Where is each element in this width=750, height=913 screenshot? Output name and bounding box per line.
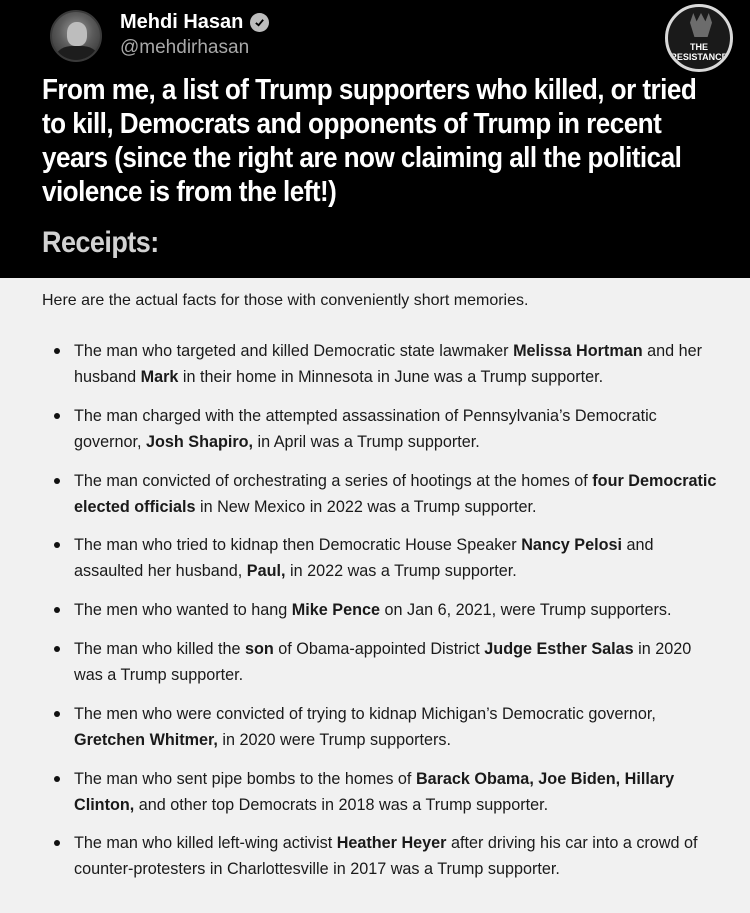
list-item <box>52 338 722 390</box>
list-item-emphasis: son <box>244 639 274 658</box>
list-item-text: after driving his car into a crowd of counter-protesters in Charlottesville in 2017 was a Trump supporter. <box>74 834 698 879</box>
list-item-text: in 2020 were Trump supporters. <box>217 730 451 749</box>
list-item-text: of Obama-appointed District <box>273 639 485 658</box>
tweet-headline: From me, a list of Trump supporters who killed, or tried to kill, Democrats and opponents of Trump in recent years (since the right are now claiming all the political violence is from the left!) <box>42 74 697 208</box>
list-item-emphasis: Barack Obama, Joe Biden, Hillary Clinton, <box>74 769 675 814</box>
author-name-row <box>120 11 269 34</box>
list-item <box>52 830 722 882</box>
list-item-emphasis: Judge Esther Salas <box>484 639 634 658</box>
list-item-text: in April was a Trump supporter. <box>253 432 480 451</box>
list-item-text: The man who killed the <box>74 639 245 658</box>
list-item-text: The man who targeted and killed Democratic state lawmaker <box>74 342 514 360</box>
list-item-emphasis: Mike Pence <box>291 601 380 620</box>
tweet-header <box>0 0 750 278</box>
list-item-text: The men who were convicted of trying to kidnap Michigan’s Democratic governor, <box>74 704 656 723</box>
list-item-emphasis: Heather Heyer <box>336 834 447 853</box>
avatar-face <box>67 22 87 46</box>
receipts-label: Receipts: <box>42 226 159 259</box>
facts-list <box>52 338 722 895</box>
list-item-emphasis: four Democratic elected officials <box>74 471 717 516</box>
list-item-text: and assaulted her husband, <box>74 536 654 581</box>
list-item <box>52 468 722 520</box>
list-item <box>52 766 722 818</box>
list-item-emphasis: Mark <box>140 368 179 386</box>
verified-check-icon <box>250 13 269 32</box>
avatar[interactable] <box>50 10 102 62</box>
list-item-emphasis: Melissa Hortman <box>513 342 643 360</box>
list-item-emphasis: Nancy Pelosi <box>521 536 622 555</box>
list-item-text: The man convicted of orchestrating a series of hootings at the homes of <box>74 471 593 490</box>
list-item-text: The men who wanted to hang <box>74 601 292 620</box>
list-item <box>52 597 722 623</box>
statue-of-liberty-icon <box>690 13 712 37</box>
list-item-text: in their home in Minnesota in June was a Trump supporter. <box>178 368 604 386</box>
intro-text: Here are the actual facts for those with conveniently short memories. <box>42 292 529 309</box>
author-handle[interactable]: @mehdirhasan <box>120 37 250 58</box>
list-item-emphasis: Gretchen Whitmer, <box>74 730 218 749</box>
list-item-text: The man charged with the attempted assassination of Pennsylvania’s Democratic governor, <box>74 406 657 451</box>
list-item-text: in 2022 was a Trump supporter. <box>285 562 517 581</box>
list-item-text: The man who tried to kidnap then Democratic House Speaker <box>74 536 522 555</box>
list-item-text: and her husband <box>74 342 703 386</box>
list-item <box>52 403 722 455</box>
list-item-text: in New Mexico in 2022 was a Trump supporter. <box>195 497 537 516</box>
logo-text-line1: THE <box>690 42 708 52</box>
list-item <box>52 636 722 688</box>
list-item <box>52 701 722 753</box>
list-item-text: The man who sent pipe bombs to the homes of <box>74 769 416 788</box>
list-item-text: in 2020 was a Trump supporter. <box>74 639 692 684</box>
resistance-logo-text <box>668 42 730 62</box>
list-item-emphasis: Paul, <box>246 562 286 581</box>
list-item-text: and other top Democrats in 2018 was a Trump supporter. <box>134 795 549 814</box>
author-display-name[interactable]: Mehdi Hasan <box>120 11 244 33</box>
resistance-logo <box>665 4 733 72</box>
avatar-shoulders <box>57 46 97 62</box>
logo-text-line2: RESISTANCE <box>670 52 728 62</box>
list-item-emphasis: Josh Shapiro, <box>146 432 254 451</box>
list-item-text: The man who killed left-wing activist <box>74 834 337 853</box>
list-item <box>52 532 722 584</box>
screenshot-content <box>0 278 750 913</box>
list-item-text: on Jan 6, 2021, were Trump supporters. <box>379 601 672 620</box>
